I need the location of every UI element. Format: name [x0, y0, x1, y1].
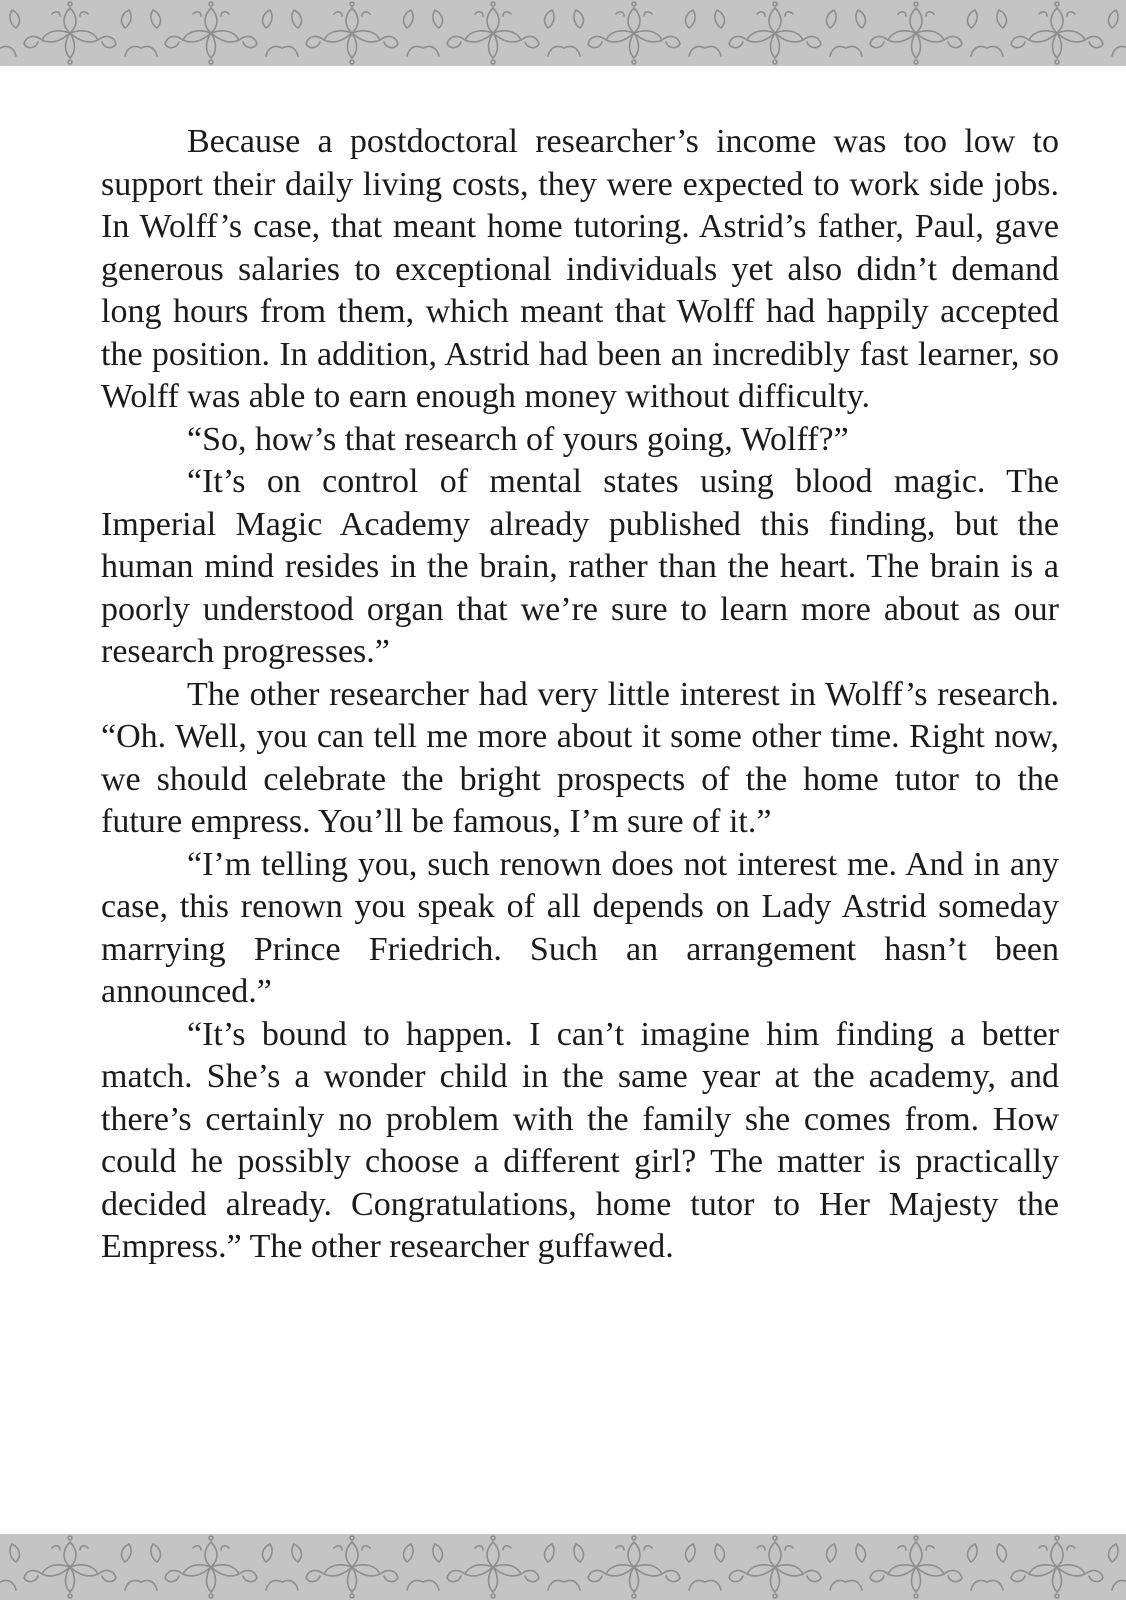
- paragraph: “It’s on control of mental states using blood magic. The Imperial Magic Academy already published this finding, but the human mind resides in the brain, rather than the heart. The brain is a poorly understood organ that we’re sure to learn more about as our research progresses.”: [101, 463, 1059, 670]
- paragraph: The other researcher had very little interest in Wolff’s research. “Oh. Well, you can tell me more about it some other time. Right now, we should celebrate the bright prospects of the home tutor to the future empress. You’ll be famous, I’m sure of it.”: [101, 675, 1059, 840]
- damask-flourish-icon: [0, 0, 1126, 66]
- top-ornamental-border: [0, 0, 1126, 66]
- paragraph: Because a postdoctoral researcher’s income was too low to support their daily living costs, they were expected to work side jobs. In Wolff’s case, that meant home tutoring. Astrid’s father, Paul, gave generous salaries to exceptional individuals yet also didn’t demand long hours from them, which meant that Wolff had happily accepted the position. In addition, Astrid had been an incredibly fast learner, so Wolff was able to earn enough money without difficulty.: [101, 123, 1059, 415]
- paragraph: “I’m telling you, such renown does not interest me. And in any case, this renown you speak of all depends on Lady Astrid someday marrying Prince Friedrich. Such an arrangement hasn’t been announced.”: [101, 845, 1059, 1010]
- paragraph: “So, how’s that research of yours going, Wolff?”: [187, 420, 849, 458]
- paragraph: “It’s bound to happen. I can’t imagine him finding a better match. She’s a wonder child in the same year at the academy, and there’s certainly no problem with the family she comes from. How could he possibly choose a different girl? The matter is practically decided already. Congratulations, home tutor to Her Majesty the Empress.” The other researcher guffawed.: [101, 1015, 1059, 1265]
- damask-flourish-icon: [0, 1534, 1126, 1600]
- bottom-ornamental-border: [0, 1534, 1126, 1600]
- page-body-text: [101, 121, 1059, 1269]
